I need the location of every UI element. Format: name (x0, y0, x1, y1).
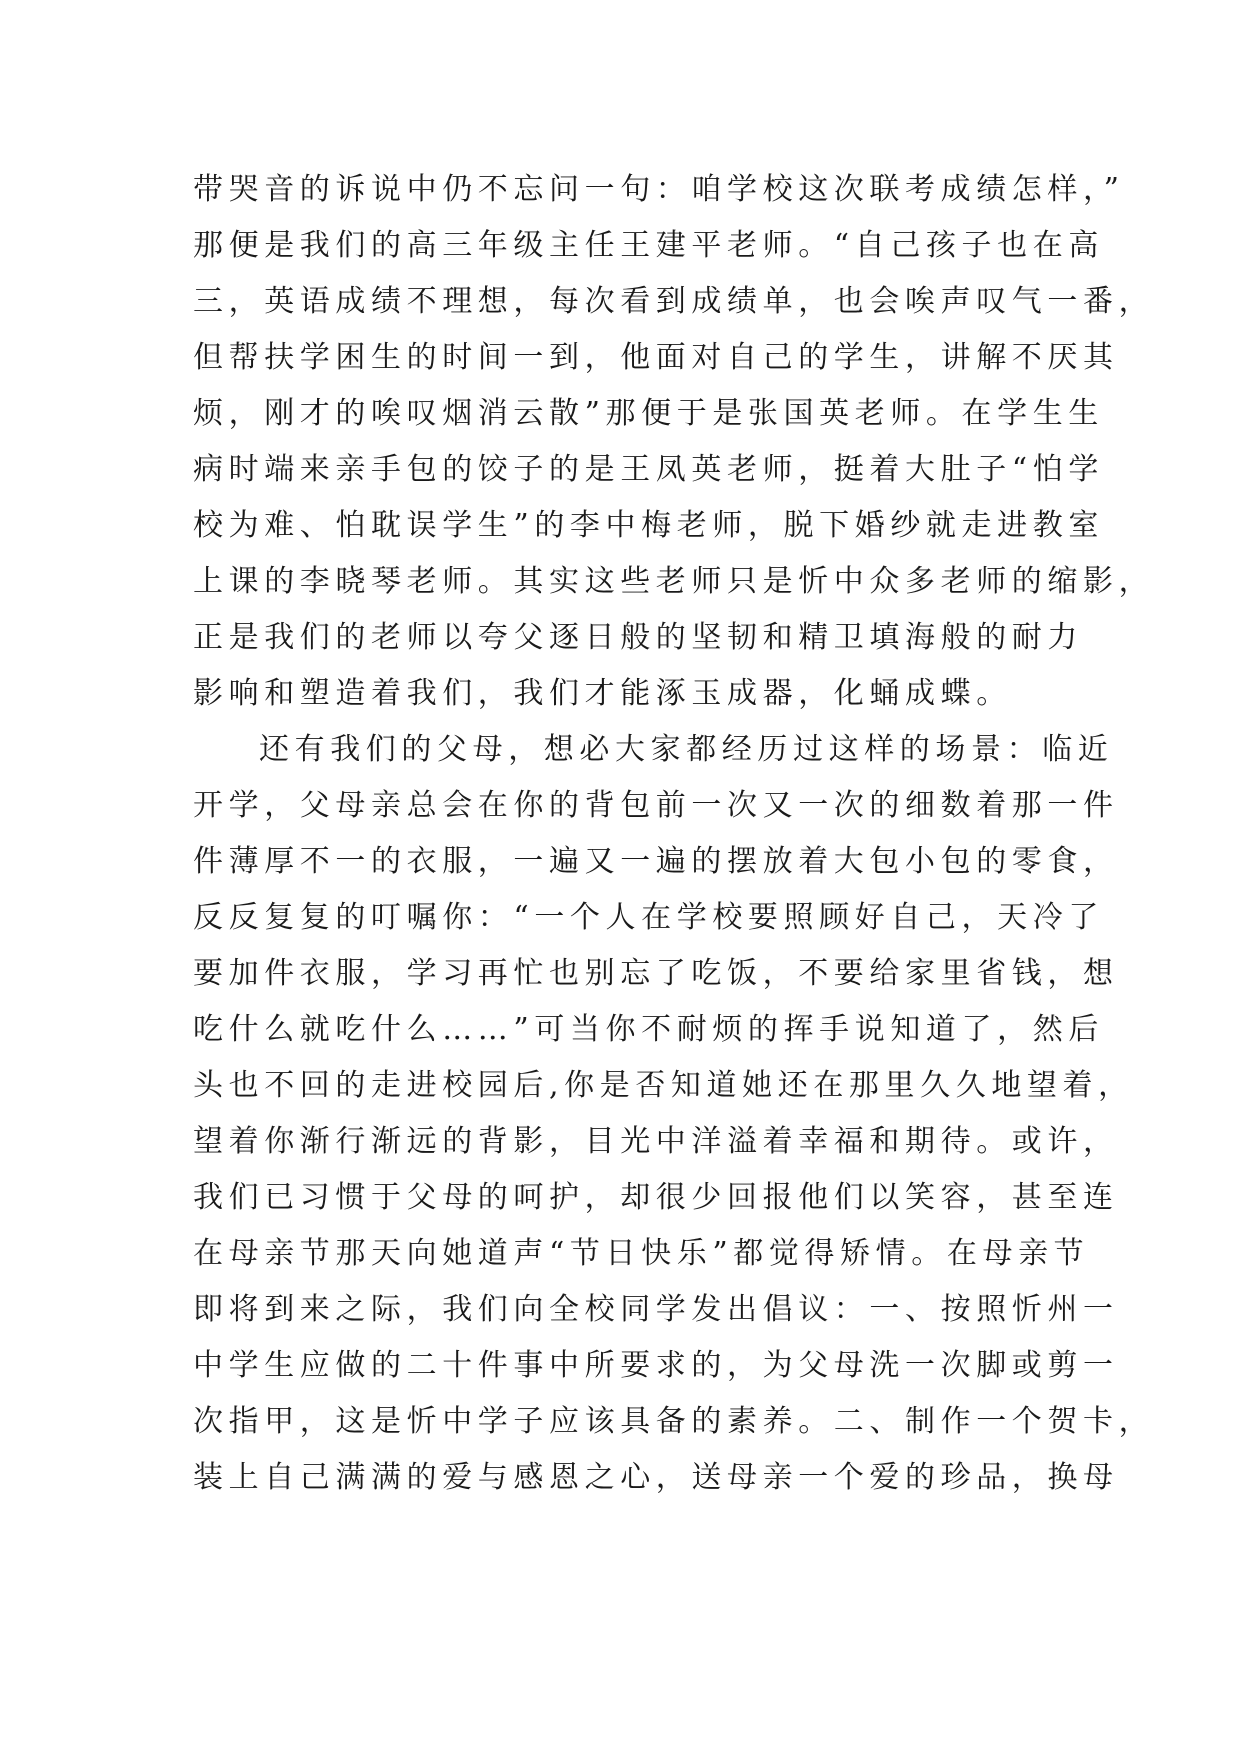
text-line: 但帮扶学困生的时间一到，他面对自己的学生，讲解不厌其 (193, 340, 1119, 375)
text-line: 病时端来亲手包的饺子的是王凤英老师，挺着大肚子“怕学 (193, 452, 1104, 487)
text-line: 上课的李晓琴老师。其实这些老师只是忻中众多老师的缩影， (193, 564, 1155, 599)
body-text (193, 162, 1155, 1506)
text-line: 反反复复的叮嘱你：“一个人在学校要照顾好自己，天冷了 (193, 900, 1104, 935)
text-line: 中学生应做的二十件事中所要求的，为父母洗一次脚或剪一 (193, 1348, 1119, 1383)
text-line: 头也不回的走进校园后,你是否知道她还在那里久久地望着， (193, 1068, 1134, 1103)
text-line: 即将到来之际，我们向全校同学发出倡议：一、按照忻州一 (193, 1292, 1119, 1327)
text-line: 带哭音的诉说中仍不忘问一句：咱学校这次联考成绩怎样，” (193, 172, 1125, 207)
text-line: 那便是我们的高三年级主任王建平老师。“自己孩子也在高 (193, 228, 1104, 263)
text-line: 校为难、怕耽误学生”的李中梅老师，脱下婚纱就走进教室 (193, 508, 1104, 543)
text-line: 装上自己满满的爱与感恩之心，送母亲一个爱的珍品，换母 (193, 1460, 1119, 1495)
text-line: 望着你渐行渐远的背影，目光中洋溢着幸福和期待。或许， (193, 1124, 1119, 1159)
text-line: 烦，刚才的唉叹烟消云散”那便于是张国英老师。在学生生 (193, 396, 1104, 431)
text-line: 件薄厚不一的衣服，一遍又一遍的摆放着大包小包的零食， (193, 844, 1119, 879)
text-line: 吃什么就吃什么……”可当你不耐烦的挥手说知道了，然后 (193, 1012, 1104, 1047)
text-line: 我们已习惯于父母的呵护，却很少回报他们以笑容，甚至连 (193, 1180, 1119, 1215)
text-line: 要加件衣服，学习再忙也别忘了吃饭，不要给家里省钱，想 (193, 956, 1119, 991)
text-line: 开学，父母亲总会在你的背包前一次又一次的细数着那一件 (193, 788, 1119, 823)
text-line: 在母亲节那天向她道声“节日快乐”都觉得矫情。在母亲节 (193, 1236, 1090, 1271)
text-line: 影响和塑造着我们，我们才能涿玉成器，化蛹成蝶。 (193, 676, 1012, 711)
text-line: 次指甲，这是忻中学子应该具备的素养。二、制作一个贺卡， (193, 1404, 1155, 1439)
text-line: 三，英语成绩不理想，每次看到成绩单，也会唉声叹气一番， (193, 284, 1155, 319)
paragraph-first-line: 还有我们的父母，想必大家都经历过这样的场景：临近 (259, 732, 1114, 767)
text-line: 正是我们的老师以夸父逐日般的坚韧和精卫填海般的耐力 (193, 620, 1083, 655)
